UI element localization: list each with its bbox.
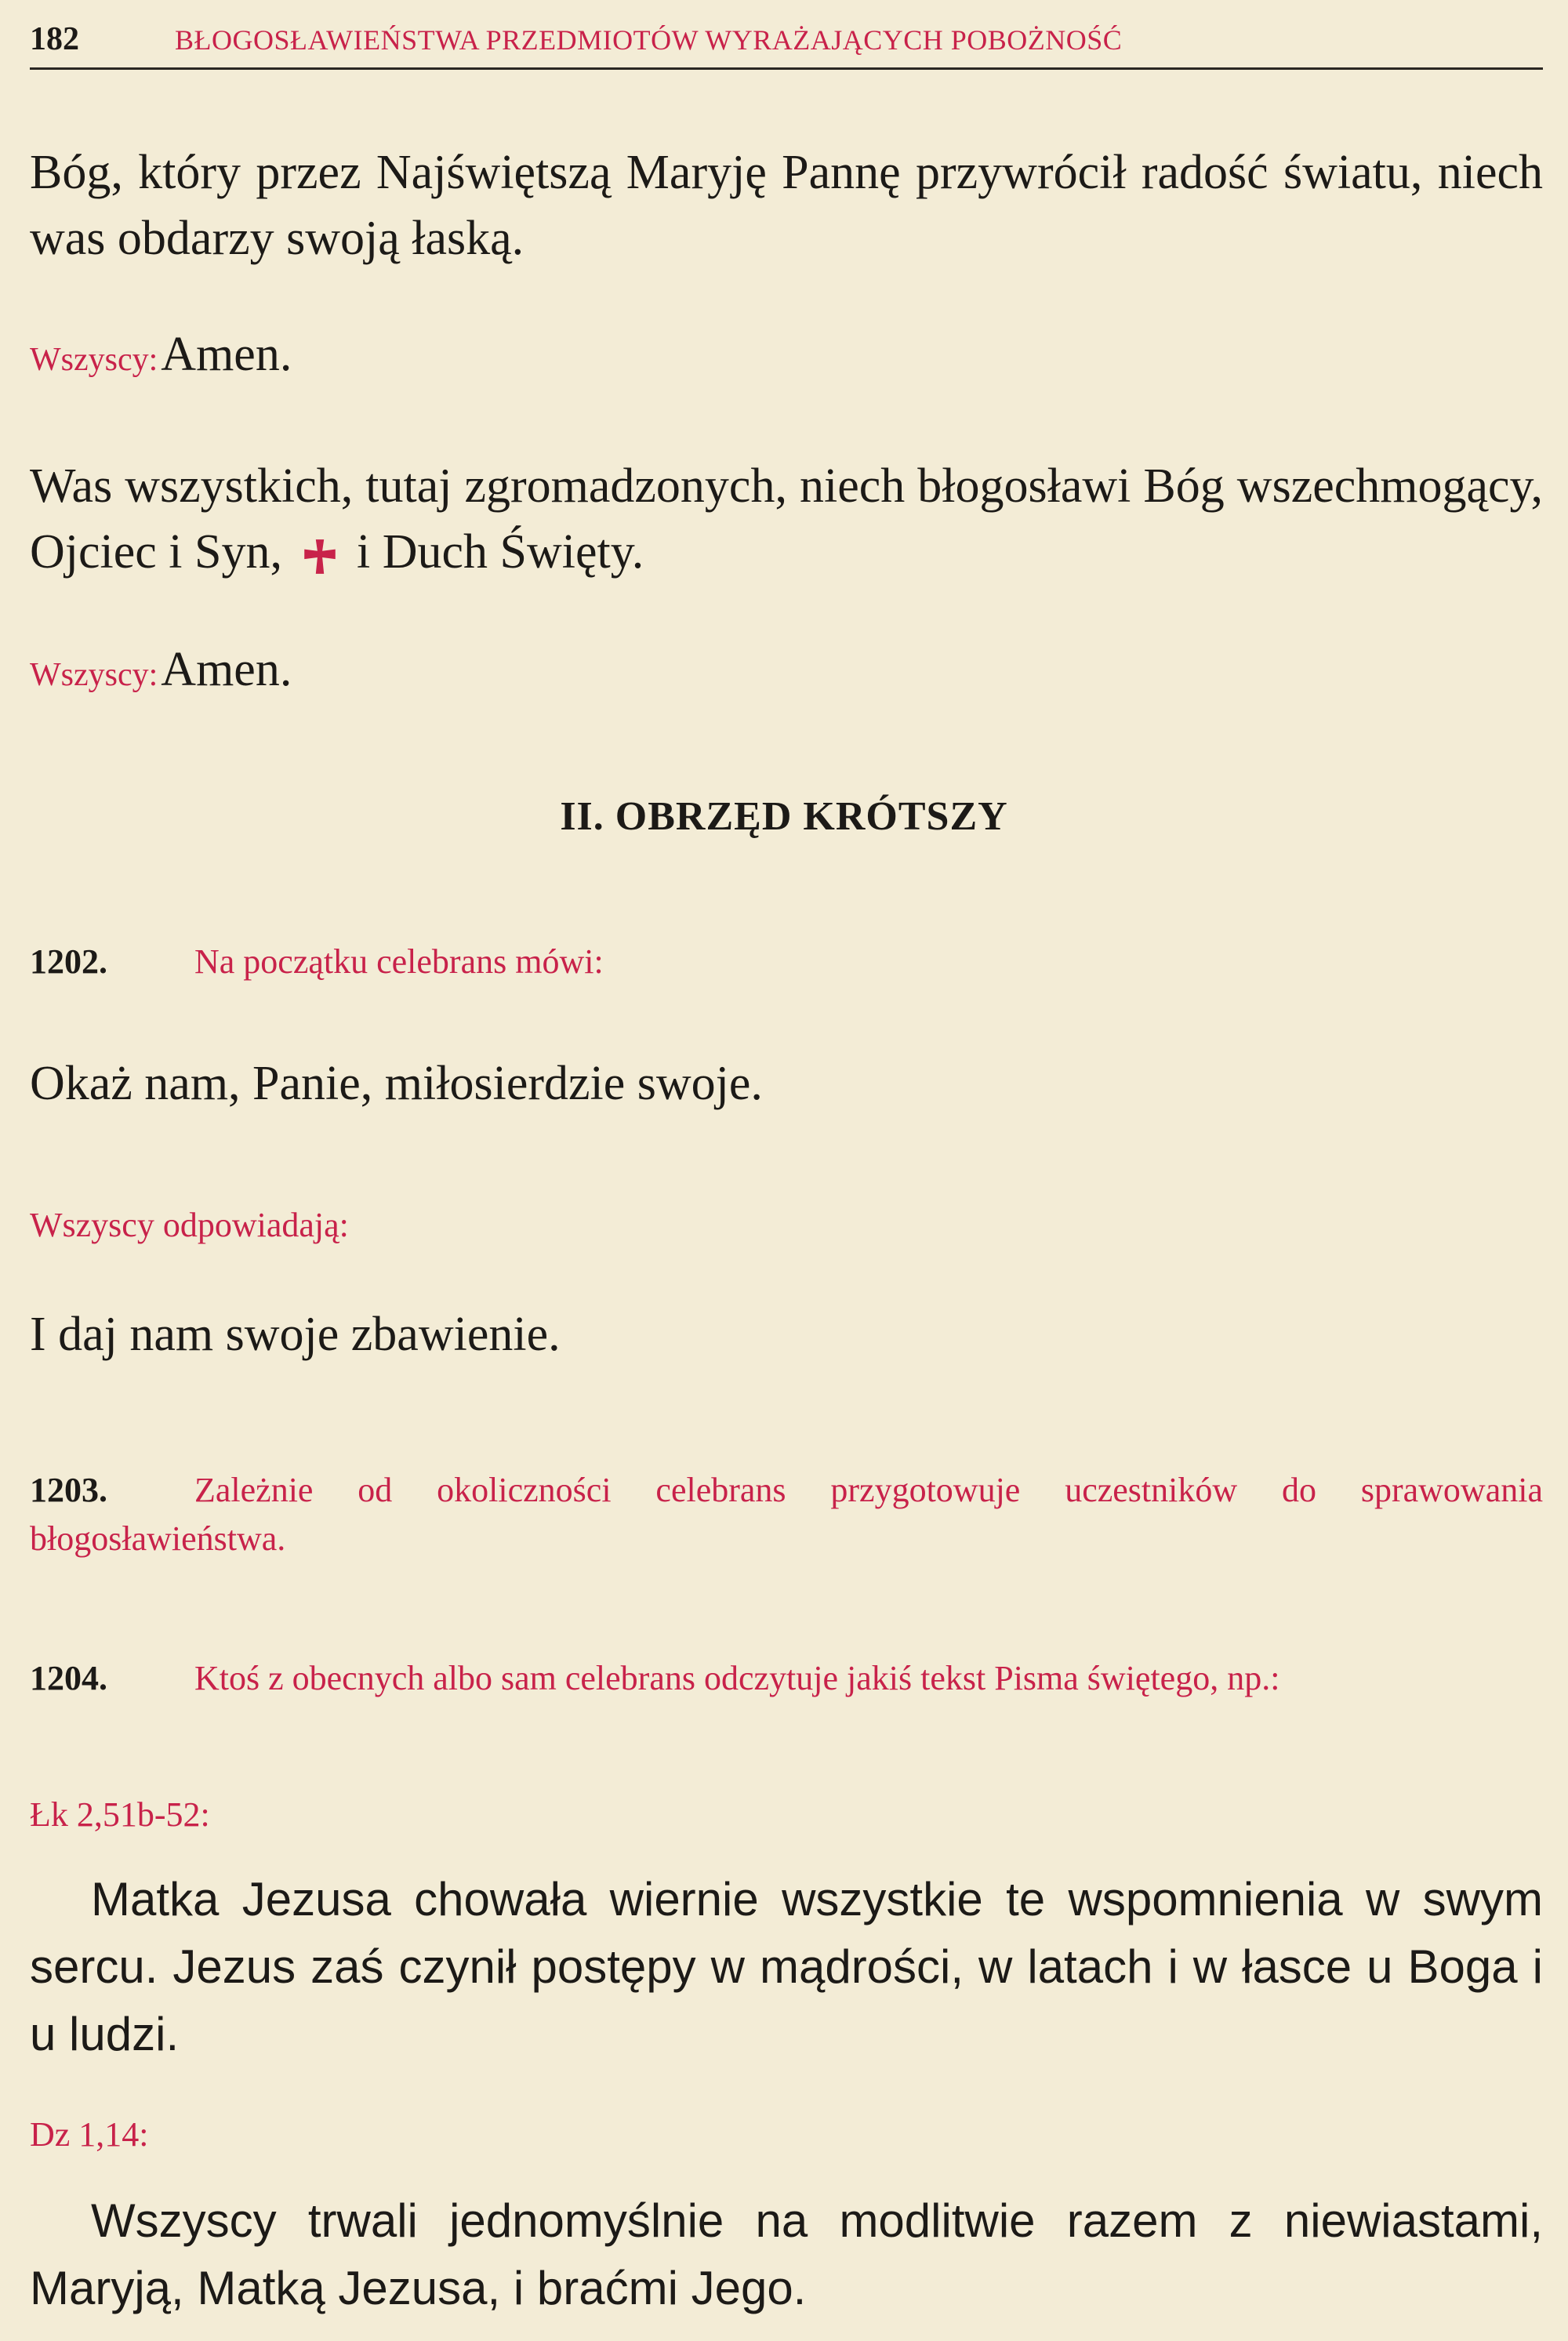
- versicle: Okaż nam, Panie, miłosierdzie swoje.: [30, 1057, 763, 1110]
- page-number: 182: [30, 21, 79, 57]
- sign-of-cross-icon: [299, 536, 340, 577]
- page-header: [30, 9, 1543, 70]
- paragraph-number: 1202.: [30, 942, 107, 981]
- response-text: Amen.: [161, 643, 292, 696]
- response-label: Wszyscy:: [30, 657, 158, 693]
- blessing-text-1: Bóg, który przez Najświętszą Maryję Pannę przywrócił radość światu, niech was obdarzy swoją łaską.: [30, 146, 1543, 265]
- scripture-reference: Łk 2,51b-52:: [30, 1795, 210, 1834]
- blessing-text-2-part1: Was wszystkich, tutaj zgromadzonych, niech błogosławi Bóg wszechmogący, Ojciec i Syn,: [30, 459, 1543, 579]
- paragraph-1202-header: [30, 938, 1543, 994]
- scripture-reading: Wszyscy trwali jednomyślnie na modlitwie razem z niewiastami, Maryją, Matką Jezusa, i braćmi Jego.: [30, 2194, 1543, 2314]
- rubric: Ktoś z obecnych albo sam celebrans odczytuje jakiś tekst Pisma świętego, np.:: [194, 1659, 1280, 1697]
- paragraph-number: 1203.: [30, 1471, 107, 1509]
- response-amen-2: [30, 637, 1543, 715]
- paragraph-number: 1204.: [30, 1659, 107, 1697]
- response: I daj nam swoje zbawienie.: [30, 1308, 561, 1361]
- blessing-text-2: [30, 453, 1543, 585]
- response-amen-1: [30, 321, 1543, 400]
- paragraph-1204: [30, 1654, 1543, 1703]
- blessing-text-2-part2: i Duch Święty.: [357, 525, 644, 579]
- response-rubric: Wszyscy odpowiadają:: [30, 1206, 349, 1244]
- running-head: BŁOGOSŁAWIEŃSTWA PRZEDMIOTÓW WYRAŻAJĄCYCH POBOŻNOŚĆ: [175, 24, 1123, 56]
- response-label: Wszyscy:: [30, 342, 158, 378]
- scripture-reference: Dz 1,14:: [30, 2115, 149, 2154]
- response-text: Amen.: [161, 328, 292, 381]
- section-title: II. OBRZĘD KRÓTSZY: [560, 794, 1008, 839]
- paragraph-1203: [30, 1466, 1543, 1563]
- rubric: Na początku celebrans mówi:: [194, 942, 604, 981]
- scripture-reading: Matka Jezusa chowała wiernie wszystkie te wspomnienia w swym sercu. Jezus zaś czynił postępy w mądrości, w latach i w łasce u Boga i u ludzi.: [30, 1873, 1543, 2060]
- rubric: Zależnie od okoliczności celebrans przygotowuje uczestników do sprawowania błogosławieństwa.: [30, 1471, 1543, 1558]
